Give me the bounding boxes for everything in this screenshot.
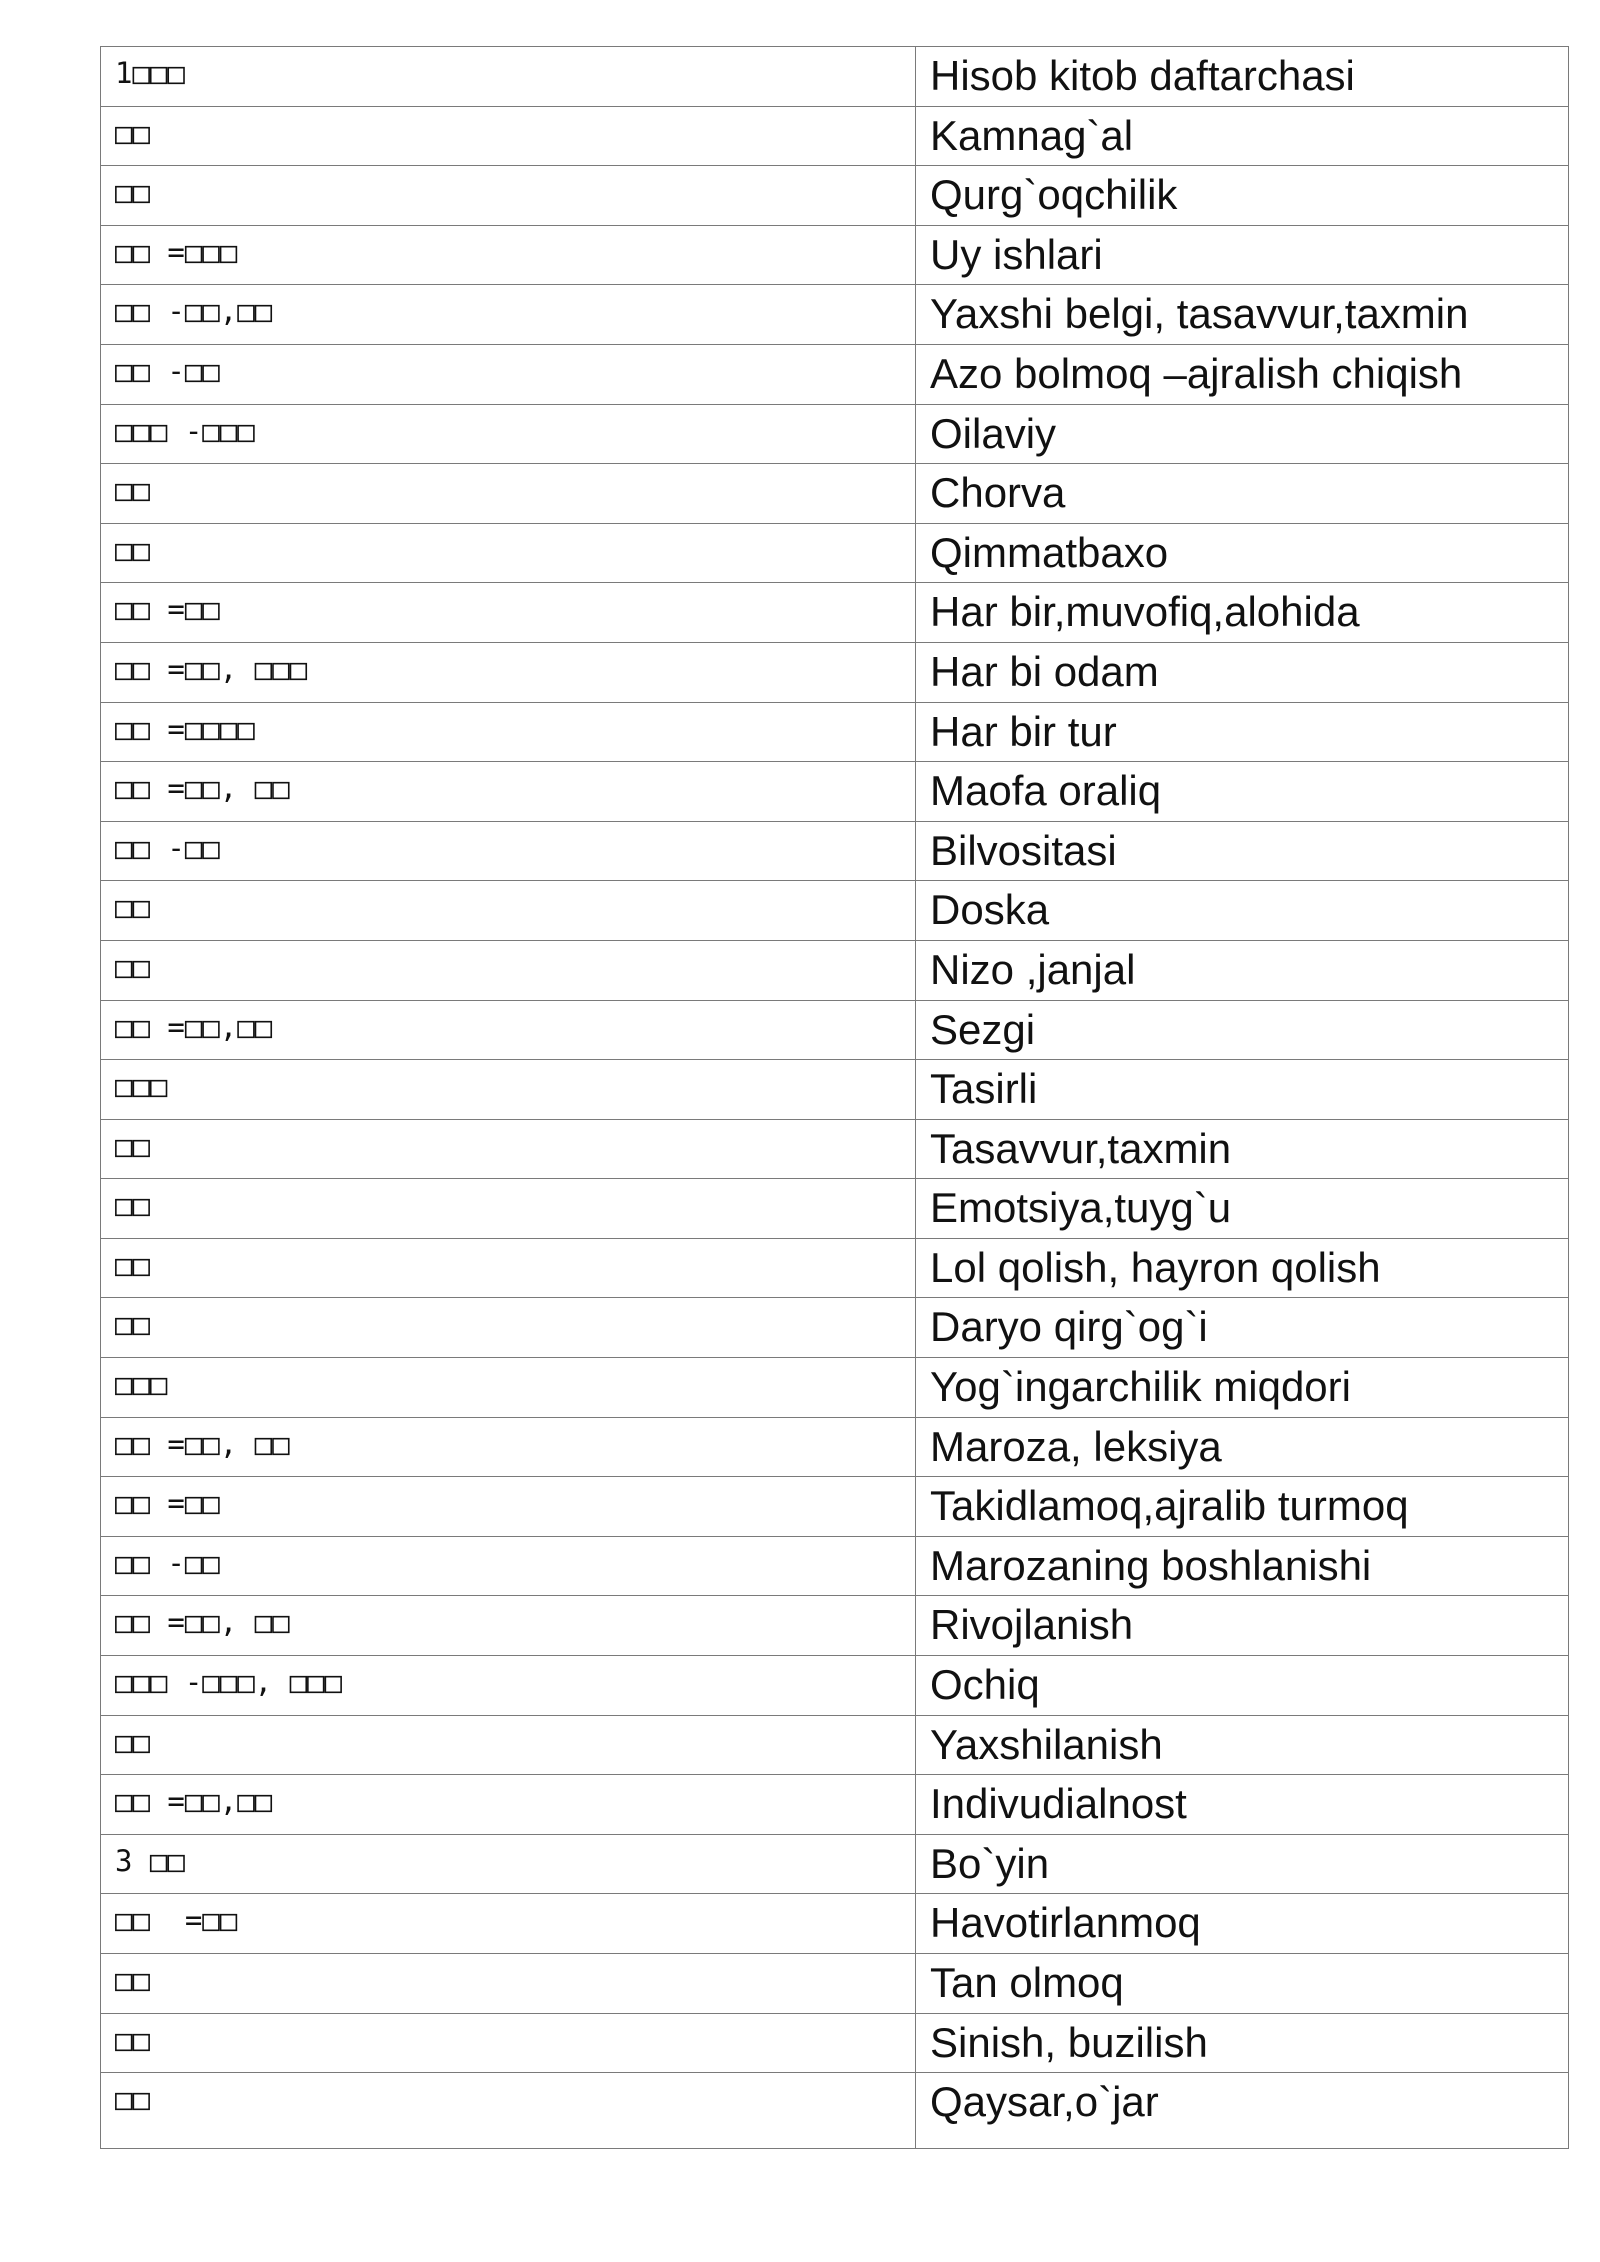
table-row: [101, 523, 1569, 583]
translation-text: Takidlamoq,ajralib turmoq: [930, 1482, 1409, 1530]
table-row: [101, 762, 1569, 822]
translation-text: Azo bolmoq –ajralish chiqish: [930, 349, 1463, 397]
translation-text: Yog`ingarchilik miqdori: [930, 1363, 1351, 1411]
translation-cell: [916, 1477, 1569, 1537]
table-row: [101, 1417, 1569, 1477]
term-cell: [101, 166, 916, 226]
term-cell: [101, 464, 916, 524]
term-cell: [101, 1894, 916, 1954]
term-text: □□ =□□, □□: [115, 1605, 290, 1640]
term-cell: [101, 2073, 916, 2149]
term-text: □□: [115, 1963, 150, 1997]
translation-cell: [916, 762, 1569, 822]
table-row: [101, 1000, 1569, 1060]
term-cell: [101, 1238, 916, 1298]
translation-text: Har bir,muvofiq,alohida: [930, 588, 1360, 636]
table-row: [101, 1596, 1569, 1656]
term-text: □□: [115, 949, 150, 984]
translation-text: Har bir tur: [930, 707, 1117, 755]
translation-text: Bilvositasi: [930, 826, 1117, 874]
term-cell: [101, 1119, 916, 1179]
table-row: [101, 702, 1569, 762]
vocabulary-table: [100, 46, 1569, 2149]
term-cell: [101, 1000, 916, 1060]
term-cell: [101, 1298, 916, 1358]
translation-cell: [916, 1894, 1569, 1954]
term-text: □□: [115, 115, 150, 150]
table-row: [101, 1477, 1569, 1537]
translation-cell: [916, 106, 1569, 166]
term-cell: [101, 1417, 916, 1477]
translation-cell: [916, 166, 1569, 226]
term-text: □□: [115, 532, 150, 567]
term-text: □□□: [115, 1367, 168, 1402]
term-text: □□: [115, 890, 150, 925]
table-row: [101, 1954, 1569, 2014]
translation-cell: [916, 2013, 1569, 2073]
translation-text: Havotirlanmoq: [930, 1899, 1201, 1947]
translation-cell: [916, 1954, 1569, 2014]
term-cell: [101, 642, 916, 702]
translation-cell: [916, 1060, 1569, 1120]
table-row: [101, 1775, 1569, 1835]
translation-cell: [916, 702, 1569, 762]
translation-cell: [916, 881, 1569, 941]
translation-cell: [916, 2073, 1569, 2149]
table-row: [101, 583, 1569, 643]
translation-text: Rivojlanish: [930, 1601, 1134, 1649]
translation-text: Chorva: [930, 469, 1066, 517]
translation-cell: [916, 225, 1569, 285]
translation-cell: [916, 1656, 1569, 1716]
term-text: □□ -□□,□□: [115, 294, 273, 329]
translation-cell: [916, 1715, 1569, 1775]
translation-text: Tan olmoq: [930, 1959, 1124, 2006]
term-cell: [101, 1834, 916, 1894]
table-row: [101, 464, 1569, 524]
term-cell: [101, 1715, 916, 1775]
translation-text: Yaxshi belgi, tasavvur,taxmin: [930, 290, 1469, 338]
translation-text: Emotsiya,tuyg`u: [930, 1184, 1232, 1232]
table-row: [101, 1536, 1569, 1596]
term-cell: [101, 702, 916, 762]
table-row: [101, 1894, 1569, 1954]
term-text: □□: [115, 473, 150, 508]
table-row: [101, 1060, 1569, 1120]
term-text: □□ =□□□: [115, 234, 238, 269]
translation-text: Indivudialnost: [930, 1780, 1187, 1828]
term-text: □□: [115, 1724, 150, 1759]
term-text: □□ =□□: [115, 1486, 220, 1521]
table-row: [101, 1238, 1569, 1298]
table-row: [101, 106, 1569, 166]
term-text: □□: [115, 175, 150, 210]
term-cell: [101, 1596, 916, 1656]
translation-text: Tasirli: [930, 1065, 1038, 1113]
term-text: □□: [115, 1128, 150, 1163]
translation-cell: [916, 1179, 1569, 1239]
table-row: [101, 2013, 1569, 2073]
translation-cell: [916, 940, 1569, 1000]
translation-cell: [916, 1298, 1569, 1358]
term-text: □□ =□□, □□□: [115, 651, 308, 686]
table-row: [101, 47, 1569, 107]
translation-cell: [916, 1119, 1569, 1179]
term-cell: [101, 225, 916, 285]
table-row: [101, 1119, 1569, 1179]
translation-text: Uy ishlari: [930, 230, 1103, 278]
term-text: □□ -□□: [115, 830, 220, 865]
translation-cell: [916, 1834, 1569, 1894]
term-cell: [101, 1477, 916, 1537]
term-text: □□: [115, 1307, 150, 1342]
translation-cell: [916, 1358, 1569, 1418]
term-text: □□□: [115, 1069, 168, 1104]
translation-cell: [916, 583, 1569, 643]
term-cell: [101, 1060, 916, 1120]
term-text: □□□ -□□□: [115, 413, 255, 448]
table-row: [101, 642, 1569, 702]
translation-cell: [916, 1775, 1569, 1835]
table-row: [101, 821, 1569, 881]
translation-text: Bo`yin: [930, 1839, 1050, 1887]
term-cell: [101, 821, 916, 881]
translation-cell: [916, 821, 1569, 881]
term-text: □□: [115, 1188, 150, 1223]
table-row: [101, 940, 1569, 1000]
translation-text: Doska: [930, 886, 1050, 934]
translation-text: Daryo qirg`og`i: [930, 1303, 1208, 1351]
term-cell: [101, 47, 916, 107]
translation-text: Yaxshilanish: [930, 1720, 1163, 1768]
term-text: 1□□□: [115, 56, 185, 90]
term-cell: [101, 881, 916, 941]
term-cell: [101, 940, 916, 1000]
term-text: □□: [115, 2022, 150, 2057]
translation-text: Marozaning boshlanishi: [930, 1541, 1372, 1589]
translation-text: Maofa oraliq: [930, 767, 1162, 815]
translation-cell: [916, 1238, 1569, 1298]
term-text: □□ =□□, □□: [115, 771, 290, 806]
term-cell: [101, 1775, 916, 1835]
table-row: [101, 1656, 1569, 1716]
term-cell: [101, 285, 916, 345]
translation-cell: [916, 523, 1569, 583]
translation-text: Lol qolish, hayron qolish: [930, 1243, 1381, 1291]
translation-text: Kamnag`al: [930, 111, 1134, 159]
translation-text: Sezgi: [930, 1005, 1036, 1053]
translation-cell: [916, 642, 1569, 702]
term-text: □□ =□□: [115, 1903, 238, 1938]
translation-cell: [916, 1000, 1569, 1060]
translation-text: Oilaviy: [930, 409, 1057, 457]
term-cell: [101, 1954, 916, 2014]
term-text: □□: [115, 1247, 150, 1282]
term-cell: [101, 1656, 916, 1716]
translation-text: Sinish, buzilish: [930, 2018, 1208, 2066]
table-row: [101, 1179, 1569, 1239]
term-text: □□□ -□□□, □□□: [115, 1665, 342, 1700]
term-text: □□ =□□,□□: [115, 1009, 273, 1044]
vocabulary-table-body: [101, 47, 1569, 2149]
term-cell: [101, 106, 916, 166]
term-text: □□ =□□□□: [115, 711, 255, 746]
translation-cell: [916, 285, 1569, 345]
translation-cell: [916, 1417, 1569, 1477]
table-row: [101, 404, 1569, 464]
table-row: [101, 1834, 1569, 1894]
translation-cell: [916, 344, 1569, 404]
translation-text: Maroza, leksiya: [930, 1422, 1222, 1470]
translation-text: Qaysar,o`jar: [930, 2078, 1159, 2126]
term-cell: [101, 523, 916, 583]
term-cell: [101, 762, 916, 822]
table-row: [101, 1298, 1569, 1358]
translation-cell: [916, 464, 1569, 524]
translation-text: Ochiq: [930, 1661, 1040, 1709]
term-cell: [101, 2013, 916, 2073]
term-text: □□ =□□: [115, 592, 220, 627]
term-cell: [101, 583, 916, 643]
translation-text: Hisob kitob daftarchasi: [930, 52, 1355, 99]
translation-text: Nizo ,janjal: [930, 945, 1136, 993]
term-text: □□ =□□,□□: [115, 1784, 273, 1819]
translation-text: Tasavvur,taxmin: [930, 1124, 1232, 1172]
translation-cell: [916, 1536, 1569, 1596]
table-row: [101, 166, 1569, 226]
translation-text: Har bi odam: [930, 647, 1159, 695]
term-cell: [101, 344, 916, 404]
translation-cell: [916, 1596, 1569, 1656]
term-cell: [101, 1536, 916, 1596]
table-row: [101, 344, 1569, 404]
table-row: [101, 2073, 1569, 2149]
table-row: [101, 881, 1569, 941]
table-row: [101, 225, 1569, 285]
term-cell: [101, 404, 916, 464]
term-text: □□: [115, 2082, 150, 2117]
translation-text: Qurg`oqchilik: [930, 171, 1178, 219]
term-text: □□ -□□: [115, 353, 220, 388]
term-cell: [101, 1358, 916, 1418]
translation-cell: [916, 47, 1569, 107]
term-text: □□ =□□, □□: [115, 1426, 290, 1461]
table-row: [101, 1358, 1569, 1418]
translation-cell: [916, 404, 1569, 464]
translation-text: Qimmatbaxo: [930, 528, 1169, 576]
term-text: □□ -□□: [115, 1545, 220, 1580]
table-row: [101, 285, 1569, 345]
term-cell: [101, 1179, 916, 1239]
term-text: 3 □□: [115, 1843, 185, 1878]
table-row: [101, 1715, 1569, 1775]
